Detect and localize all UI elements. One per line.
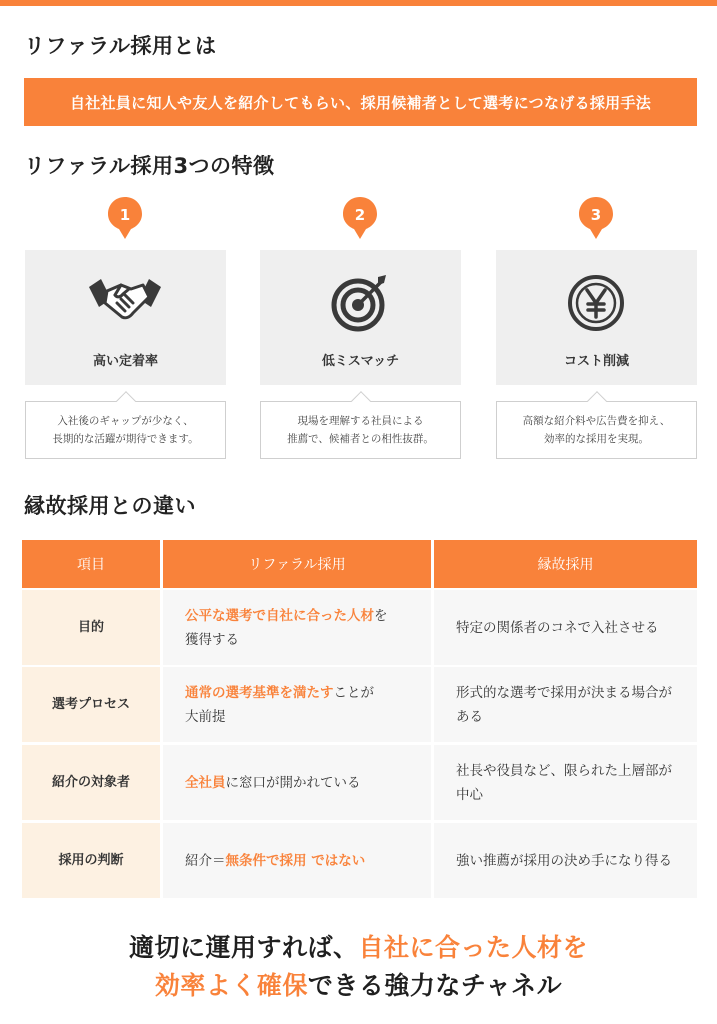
table-row-label: 紹介の対象者	[22, 745, 160, 820]
table-cell-referral	[163, 823, 431, 898]
highlight-text: 無条件で採用 ではない	[225, 852, 366, 869]
highlight-text: 全社員	[185, 774, 226, 791]
description-notch	[351, 391, 371, 411]
top-accent-bar	[0, 0, 717, 6]
closing-text: できる強力なチャネル	[307, 971, 563, 1000]
feature-desc-line: 効率的な採用を実現。	[544, 433, 649, 445]
table-cell-enko: 社長や役員など、限られた上層部が中心	[434, 745, 697, 820]
table-cell-enko: 形式的な選考で採用が決まる場合がある	[434, 667, 697, 742]
cell-text: に窓口が開かれている	[225, 774, 361, 791]
section-title-features: リファラル採用3つの特徴	[24, 154, 275, 178]
feature-desc-line: 入社後のギャップが少なく、	[57, 415, 194, 427]
feature-desc-line: 現場を理解する社員による	[297, 415, 424, 427]
number-pin-3	[578, 196, 614, 240]
feature-description	[260, 401, 461, 459]
description-notch	[116, 391, 136, 411]
feature-desc-line: 高額な紹介料や広告費を抑え、	[522, 415, 671, 427]
number-pin-2	[342, 196, 378, 240]
table-row-label: 目的	[22, 590, 160, 665]
yen-coin-icon	[556, 268, 636, 338]
closing-line-1	[0, 928, 717, 964]
definition-banner: 自社社員に知人や友人を紹介してもらい、採用候補者として選考につなげる採用手法	[24, 78, 697, 126]
table-header-referral: リファラル採用	[163, 540, 431, 588]
feature-description	[496, 401, 697, 459]
feature-description	[25, 401, 226, 459]
feature-title: 高い定着率	[92, 354, 158, 369]
table-cell-referral	[163, 745, 431, 820]
table-row-label: 選考プロセス	[22, 667, 160, 742]
table-cell-referral	[163, 590, 431, 665]
cell-text: を	[374, 607, 388, 624]
feature-desc-line: 長期的な活躍が期待できます。	[52, 433, 199, 445]
handshake-icon	[85, 268, 165, 338]
cell-text: 大前提	[185, 708, 226, 725]
feature-card-box	[25, 250, 226, 385]
table-header-enko: 縁故採用	[434, 540, 697, 588]
feature-card-box	[260, 250, 461, 385]
cell-text: 紹介＝	[185, 852, 226, 869]
svg-text:1: 1	[119, 206, 131, 224]
closing-highlight: 自社に合った人材を	[358, 933, 589, 962]
section-title-what-is: リファラル採用とは	[24, 34, 217, 58]
svg-text:3: 3	[590, 206, 602, 224]
section-title-comparison: 縁故採用との違い	[24, 494, 196, 518]
table-cell-enko: 強い推薦が採用の決め手になり得る	[434, 823, 697, 898]
closing-highlight: 効率よく確保	[154, 971, 308, 1000]
closing-line-2	[0, 966, 717, 1002]
svg-text:2: 2	[354, 206, 366, 224]
cell-text: 獲得する	[185, 631, 239, 648]
feature-title: コスト削減	[563, 354, 629, 369]
highlight-text: 通常の選考基準を満たす	[185, 684, 334, 701]
table-cell-referral	[163, 667, 431, 742]
table-header-item: 項目	[22, 540, 160, 588]
target-icon	[320, 268, 400, 338]
number-pin-1	[107, 196, 143, 240]
feature-title: 低ミスマッチ	[321, 354, 400, 369]
highlight-text: 公平な選考で自社に合った人材	[185, 607, 374, 624]
feature-desc-line: 推薦で、候補者との相性抜群。	[287, 433, 434, 445]
feature-card-box	[496, 250, 697, 385]
description-notch	[587, 391, 607, 411]
table-row-label: 採用の判断	[22, 823, 160, 898]
cell-text: ことが	[333, 684, 374, 701]
table-cell-enko: 特定の関係者のコネで入社させる	[434, 590, 697, 665]
closing-text: 適切に運用すれば、	[128, 933, 359, 962]
